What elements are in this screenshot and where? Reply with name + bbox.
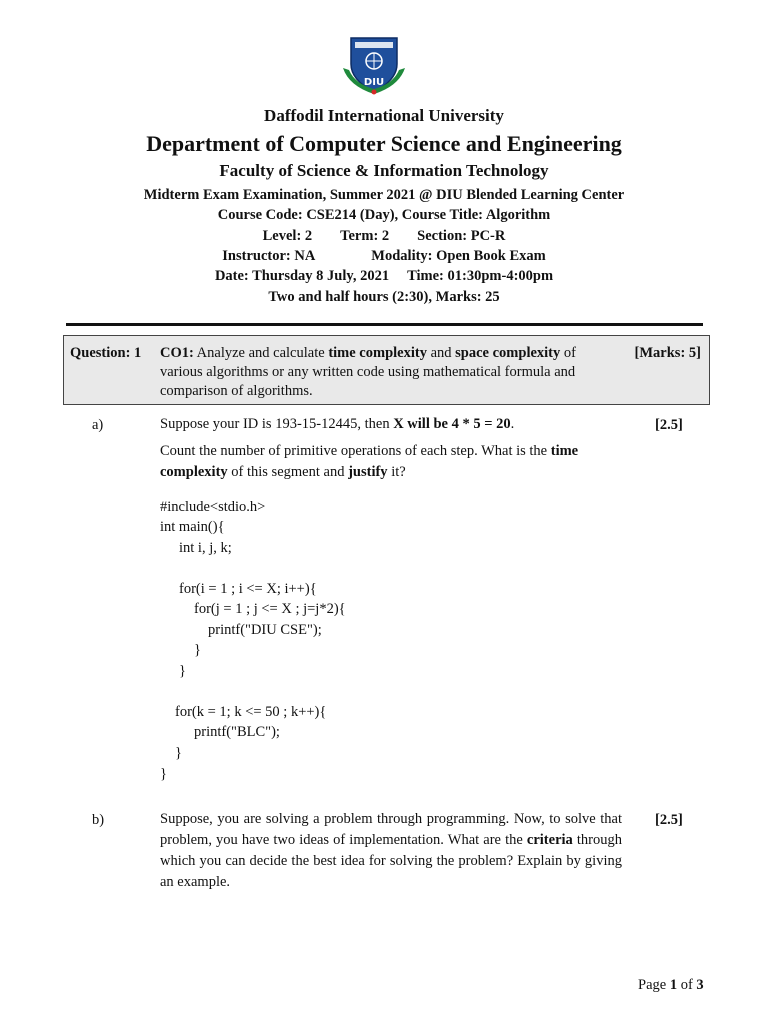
text: it?	[387, 464, 406, 480]
instructor: Instructor: NA	[222, 248, 316, 264]
text-bold: justify	[348, 464, 388, 480]
level: Level: 2	[262, 228, 313, 244]
of-word: of	[677, 977, 697, 993]
text-bold: X will be 4 * 5 = 20	[393, 416, 511, 432]
page-total: 3	[696, 977, 704, 993]
objective-text: of various algorithms or any written code using mathematical formula and comparison of algorithms.	[160, 345, 576, 399]
page-number	[638, 977, 704, 994]
exam-date: Date: Thursday 8 July, 2021	[214, 268, 390, 284]
question-label: Question: 1	[70, 345, 142, 361]
part-b-question	[160, 809, 622, 893]
faculty-name: Faculty of Science & Information Technology	[219, 161, 549, 180]
question-marks: [Marks: 5]	[634, 345, 701, 361]
code-line: }	[160, 766, 167, 782]
exam-time: Time: 01:30pm-4:00pm	[407, 268, 554, 284]
part-b-label: b)	[92, 812, 105, 828]
header-divider	[66, 323, 703, 326]
text: Suppose your ID is 193-15-12445, then	[160, 416, 394, 432]
code-line: }	[194, 642, 201, 658]
exam-title: Midterm Exam Examination, Summer 2021 @ DIU Blended Learning Center	[143, 187, 625, 203]
text: .	[510, 416, 515, 432]
code-line: }	[179, 663, 186, 679]
text: Suppose, you are solving a problem through programming. Now, to solve that problem, you have two ideas of implementation. What are the	[160, 811, 622, 848]
text: Count the number of primitive operations of each step. What is the	[160, 443, 551, 459]
duration-marks: Two and half hours (2:30), Marks: 25	[268, 289, 500, 305]
code-line: int i, j, k;	[179, 540, 232, 556]
objective-text: Analyze and calculate	[193, 345, 329, 361]
university-logo	[341, 34, 407, 96]
course-info: Course Code: CSE214 (Day), Course Title: Algorithm	[217, 207, 551, 223]
part-a-label: a)	[92, 417, 104, 433]
university-name: Daffodil International University	[264, 106, 504, 125]
term: Term: 2	[340, 228, 390, 244]
code-line: #include<stdio.h>	[160, 499, 266, 515]
part-a-question	[160, 441, 622, 483]
question-objective	[160, 344, 600, 401]
modality: Modality: Open Book Exam	[371, 248, 546, 264]
page-current: 1	[669, 977, 678, 993]
objective-text: and	[426, 345, 456, 361]
date-time	[0, 268, 768, 285]
part-a-id-line	[160, 414, 622, 435]
objective-bold: space complexity	[455, 345, 561, 361]
department-name: Department of Computer Science and Engineering	[146, 131, 622, 156]
part-a-marks: [2.5]	[655, 417, 683, 433]
text-bold: time complexity	[160, 443, 579, 480]
code-line: printf("DIU CSE");	[208, 622, 322, 638]
question-1-box	[63, 335, 710, 405]
part-b-marks: [2.5]	[655, 812, 683, 828]
text: of this segment and	[227, 464, 349, 480]
logo-text: DIU	[363, 77, 385, 88]
text: through which you can decide the best idea for solving the problem? Explain by giving an example.	[160, 832, 623, 890]
code-line: for(k = 1; k <= 50 ; k++){	[175, 704, 327, 720]
instructor-modality	[0, 248, 768, 265]
text-bold: criteria	[526, 832, 573, 848]
section: Section: PC-R	[417, 228, 506, 244]
co-label: CO1:	[160, 345, 194, 361]
code-line: for(j = 1 ; j <= X ; j=j*2){	[194, 601, 346, 617]
code-line: int main(){	[160, 519, 225, 535]
code-line: }	[175, 745, 182, 761]
page-word: Page	[638, 977, 670, 993]
level-term-section	[0, 228, 768, 245]
objective-bold: time complexity	[328, 345, 427, 361]
code-line: for(i = 1 ; i <= X; i++){	[179, 581, 317, 597]
code-line: printf("BLC");	[194, 724, 280, 740]
